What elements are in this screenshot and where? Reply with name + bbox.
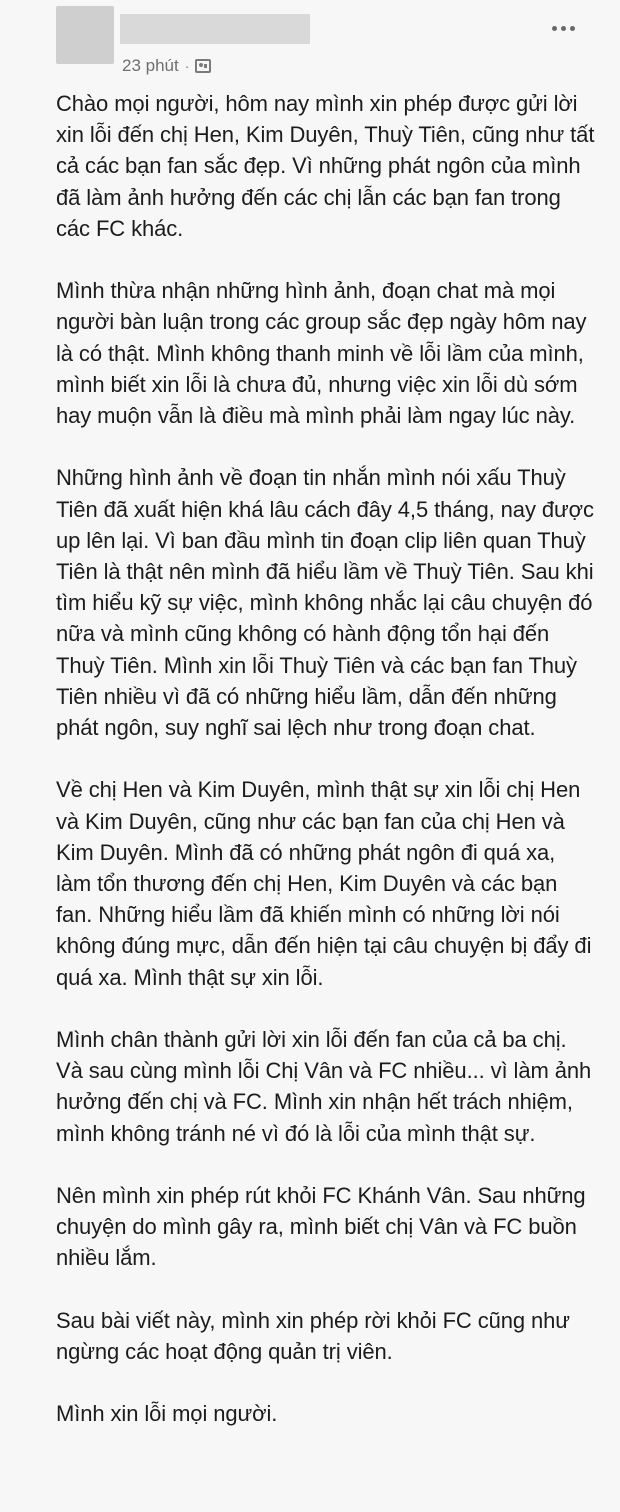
more-options-icon xyxy=(570,26,575,31)
post-paragraph: Sau bài viết này, mình xin phép rời khỏi FC cũng như ngừng các hoạt động quản trị viên. xyxy=(56,1307,570,1365)
friends-icon[interactable] xyxy=(195,59,211,73)
more-options-button[interactable] xyxy=(548,20,578,36)
post-body xyxy=(56,88,596,1430)
post-paragraph: Nên mình xin phép rút khỏi FC Khánh Vân. Sau những chuyện do mình gây ra, mình biết chị Vân và FC buồn nhiều lắm. xyxy=(56,1183,586,1271)
avatar[interactable] xyxy=(56,6,114,64)
post-header xyxy=(0,0,620,96)
post-paragraph: Mình chân thành gửi lời xin lỗi đến fan của cả ba chị. Và sau cùng mình lỗi Chị Vân và FC nhiều... vì làm ảnh hưởng đến chị và FC. Mình xin nhận hết trách nhiệm, mình không tránh né vì đó là lỗi của mình thật sự. xyxy=(56,1027,592,1146)
post-paragraph: Mình xin lỗi mọi người. xyxy=(56,1401,278,1427)
post-paragraph: Những hình ảnh về đoạn tin nhắn mình nói xấu Thuỳ Tiên đã xuất hiện khá lâu cách đây 4,5 tháng, nay được up lên lại. Vì ban đầu mình tin đoạn clip liên quan Thuỳ Tiên là thật nên mình đã hiểu lầm về Thuỳ Tiên. Sau khi tìm hiểu kỹ sự việc, mình không nhắc lại câu chuyện đó nữa và mình cũng không có hành động tổn hại đến Thuỳ Tiên. Mình xin lỗi Thuỳ Tiên và các bạn fan Thuỳ Tiên nhiều vì đã có những hiểu lầm, dẫn đến những phát ngôn, suy nghĩ sai lệch như trong đoạn chat. xyxy=(56,465,594,741)
more-options-icon xyxy=(561,26,566,31)
post-meta xyxy=(122,56,211,76)
post-time[interactable]: 23 phút xyxy=(122,56,179,75)
author-name-redacted[interactable] xyxy=(120,14,310,44)
post-paragraph: Chào mọi người, hôm nay mình xin phép được gửi lời xin lỗi đến chị Hen, Kim Duyên, Thuỳ Tiên, cũng như tất cả các bạn fan sắc đẹp. Vì những phát ngôn của mình đã làm ảnh hưởng đến các chị lẫn các bạn fan trong các FC khác. xyxy=(56,91,595,241)
more-options-icon xyxy=(552,26,557,31)
meta-separator: · xyxy=(184,58,190,74)
post-paragraph: Mình thừa nhận những hình ảnh, đoạn chat mà mọi người bàn luận trong các group sắc đẹp ngày hôm nay là có thật. Mình không thanh minh về lỗi lầm của mình, mình biết xin lỗi là chưa đủ, nhưng việc xin lỗi dù sớm hay muộn vẫn là điều mà mình phải làm ngay lúc này. xyxy=(56,278,587,429)
post-paragraph: Về chị Hen và Kim Duyên, mình thật sự xin lỗi chị Hen và Kim Duyên, cũng như các bạn fan của chị Hen và Kim Duyên. Mình đã có những phát ngôn đi quá xa, làm tổn thương đến chị Hen, Kim Duyên và các bạn fan. Những hiểu lầm đã khiến mình có những lời nói không đúng mực, dẫn đến hiện tại câu chuyện bị đẩy đi quá xa. Mình thật sự xin lỗi. xyxy=(56,777,592,990)
